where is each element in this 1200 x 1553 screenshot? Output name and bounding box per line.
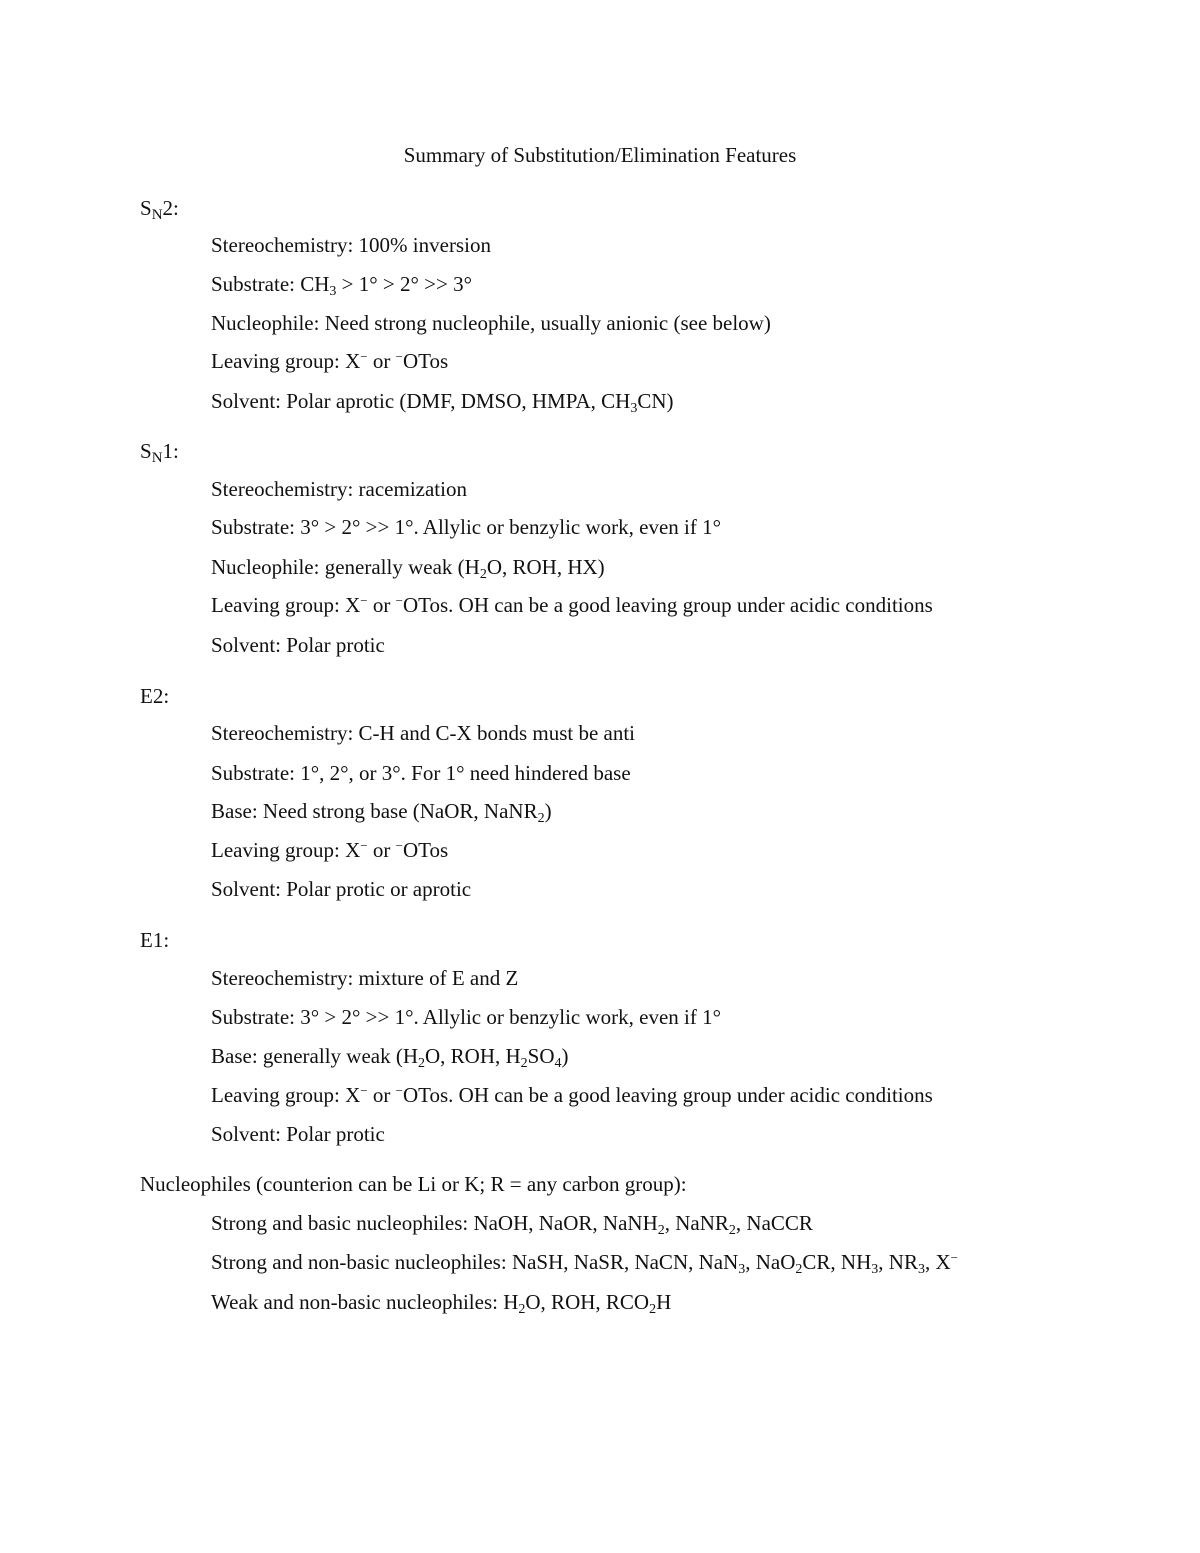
- weak-nonbasic-nucleophiles: Weak and non-basic nucleophiles: $H_2O$, ROH, $RCO_2H$: [211, 1290, 672, 1317]
- section-heading-e2: E2:: [140, 684, 170, 708]
- e2-leaving-group: Leaving group: X− or −OTos: [211, 838, 449, 862]
- sn1-stereochemistry: Stereochemistry: racemization: [211, 477, 467, 501]
- e1-base: Base: generally weak ($H_2O$, ROH, $H_2SO_4$): [211, 1044, 569, 1071]
- nucleophiles-heading: Nucleophiles (counterion can be Li or K; R = any carbon group):: [140, 1172, 687, 1196]
- section-heading-sn1: SN1:: [140, 439, 179, 466]
- section-heading-e1: E1:: [140, 928, 170, 952]
- sn2-leaving-group: Leaving group: X− or −OTos: [211, 349, 449, 373]
- sn1-leaving-group: Leaving group: X− or −OTos. OH can be a good leaving group under acidic conditions: [211, 593, 933, 617]
- sn2-stereochemistry: Stereochemistry: 100% inversion: [211, 233, 491, 257]
- sn1-substrate: Substrate: 3° > 2° >> 1°. Allylic or benzylic work, even if 1°: [211, 515, 722, 539]
- sn2-substrate: Substrate: $CH_3 > 1^\circ > 2^\circ >> 3^\circ$: [211, 272, 472, 299]
- e2-base: Base: Need strong base (NaOR, NaNR$_2$): [211, 799, 552, 826]
- e2-substrate: Substrate: 1°, 2°, or 3°. For 1° need hindered base: [211, 761, 631, 785]
- e1-substrate: Substrate: 3° > 2° >> 1°. Allylic or benzylic work, even if 1°: [211, 1005, 722, 1029]
- strong-nonbasic-nucleophiles: Strong and non-basic nucleophiles: NaSH, NaSR, NaCN, NaN$_3$, NaO$_2$CR, $NH_3$, $NR_3$, X−: [211, 1250, 958, 1277]
- sn1-nucleophile: Nucleophile: generally weak ($H_2O$, ROH, HX): [211, 555, 605, 582]
- e2-stereochemistry: Stereochemistry: C-H and C-X bonds must be anti: [211, 721, 636, 745]
- sn1-solvent: Solvent: Polar protic: [211, 633, 385, 657]
- sn2-nucleophile: Nucleophile: Need strong nucleophile, usually anionic (see below): [211, 311, 771, 335]
- e1-stereochemistry: Stereochemistry: mixture of E and Z: [211, 966, 519, 990]
- page-title: Summary of Substitution/Elimination Features: [403, 143, 797, 167]
- section-heading-sn2: SN2:: [140, 196, 179, 223]
- e2-solvent: Solvent: Polar protic or aprotic: [211, 877, 472, 901]
- e1-solvent: Solvent: Polar protic: [211, 1122, 385, 1146]
- strong-basic-nucleophiles: Strong and basic nucleophiles: NaOH, NaOR, NaNH$_2$, NaNR$_2$, NaCCR: [211, 1211, 813, 1238]
- e1-leaving-group: Leaving group: X− or −OTos. OH can be a good leaving group under acidic conditions: [211, 1083, 933, 1107]
- sn2-solvent: Solvent: Polar aprotic (DMF, DMSO, HMPA, $CH_3CN$): [211, 389, 674, 416]
